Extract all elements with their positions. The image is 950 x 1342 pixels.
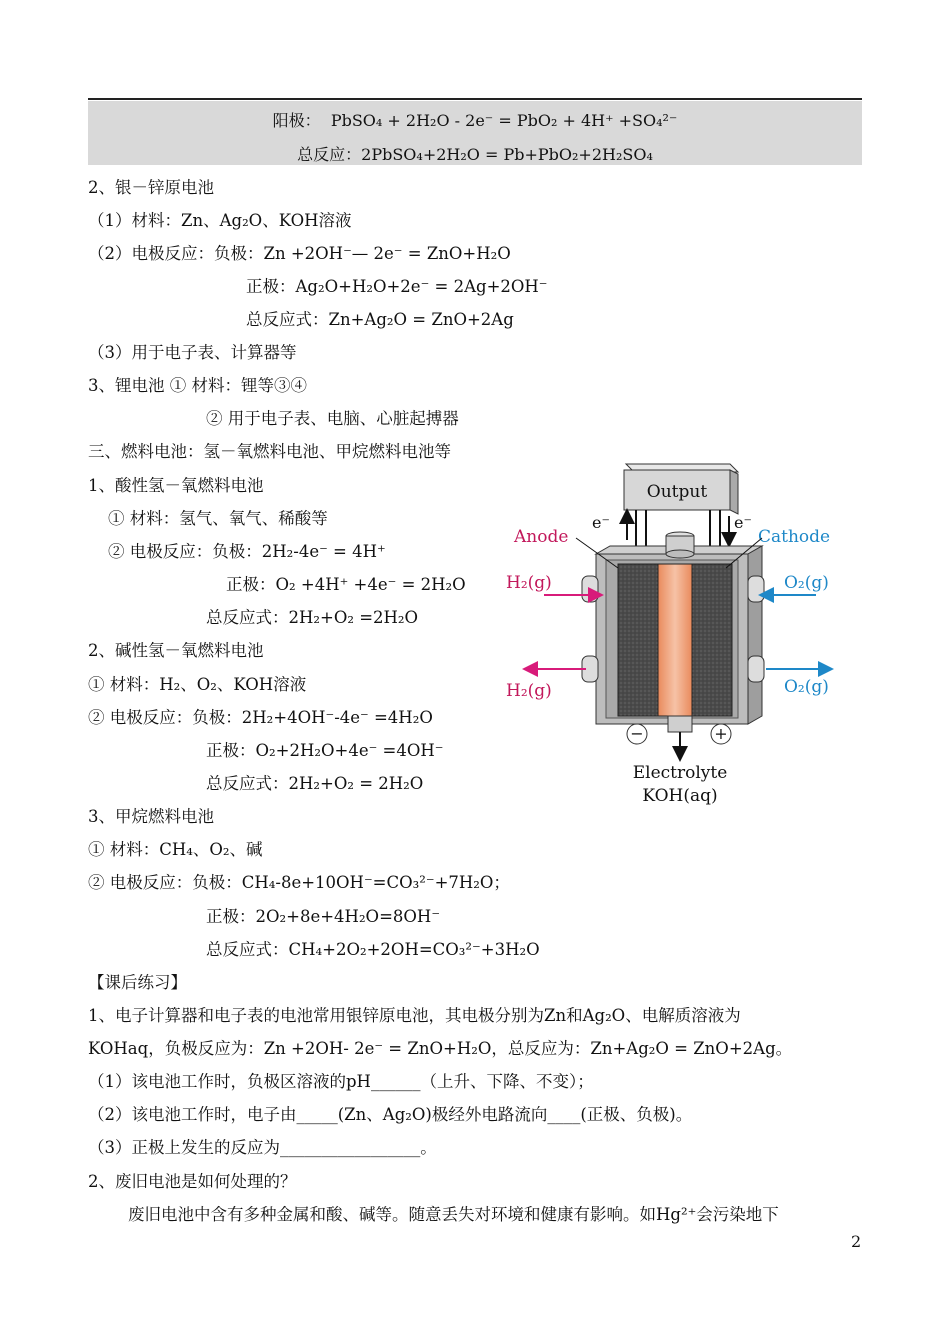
- ag-zn-anode-reaction: （2）电极反应：负极：Zn +2OH⁻— 2e⁻ = ZnO+H₂O: [88, 244, 511, 263]
- alkaline-fuel-cell-total: 总反应式：2H₂+O₂ = 2H₂O: [206, 774, 424, 793]
- table-top-rule: [88, 98, 862, 100]
- h2-in-label: H₂(g): [506, 573, 552, 593]
- ag-zn-uses: （3）用于电子表、计算器等: [88, 343, 297, 362]
- negative-sign: −: [630, 724, 644, 743]
- exercise-1-text-line1: 1、电子计算器和电子表的电池常用银锌原电池，其电极分别为Zn和Ag₂O、电解质溶液为: [88, 1006, 741, 1025]
- methane-fuel-cell-materials: ① 材料：CH₄、O₂、碱: [88, 840, 263, 859]
- acid-fuel-cell-total: 总反应式：2H₂+O₂ =2H₂O: [206, 608, 419, 627]
- lithium-battery-line1: 3、锂电池 ① 材料：锂等③④: [88, 376, 307, 395]
- ag-zn-cathode-reaction: 正极：Ag₂O+H₂O+2e⁻ = 2Ag+2OH⁻: [246, 277, 548, 296]
- exercise-1-text-line2: KOHaq，负极反应为：Zn +2OH- 2e⁻ = ZnO+H₂O，总反应为：Zn+Ag₂O = ZnO+2Ag。: [88, 1039, 793, 1058]
- o2-out-label: O₂(g): [784, 677, 829, 697]
- methane-fuel-cell-anode: ② 电极反应：负极：CH₄-8e+10OH⁻=CO₃²⁻+7H₂O；: [88, 873, 510, 892]
- output-label: Output: [646, 482, 708, 502]
- koh-label: KOH(aq): [642, 786, 718, 806]
- anode-label: Anode: [514, 527, 569, 547]
- acid-fuel-cell-cathode: 正极：O₂ +4H⁺ +4e⁻ = 2H₂O: [226, 575, 466, 594]
- page-number: 2: [851, 1232, 862, 1251]
- exercise-1-q1: （1）该电池工作时，负极区溶液的pH______（上升、下降、不变）；: [88, 1072, 594, 1091]
- methane-fuel-cell-cathode: 正极：2O₂+8e+4H₂O=8OH⁻: [206, 907, 441, 926]
- electrolyte-layer: [658, 564, 692, 716]
- alkaline-fuel-cell-cathode: 正极：O₂+2H₂O+4e⁻ =4OH⁻: [206, 741, 444, 760]
- total-reaction: 总反应：2PbSO₄+2H₂O = Pb+PbO₂+2H₂SO₄: [297, 145, 653, 164]
- exercise-2-question: 2、废旧电池是如何处理的？: [88, 1172, 297, 1191]
- cathode-plate: [692, 564, 732, 716]
- positive-sign: +: [714, 724, 728, 743]
- methane-fuel-cell-total: 总反应式：CH₄+2O₂+2OH=CO₃²⁻+3H₂O: [206, 940, 540, 959]
- ag-zn-total-reaction: 总反应式：Zn+Ag₂O = ZnO+2Ag: [246, 310, 514, 329]
- electron-label-right: e⁻: [734, 513, 752, 532]
- acid-fuel-cell-anode: ② 电极反应：负极：2H₂-4e⁻ = 4H⁺: [108, 542, 386, 561]
- fuel-cell-diagram: [500, 458, 860, 808]
- reaction-summary-band: [88, 101, 862, 165]
- anode-plate: [618, 564, 658, 716]
- alkaline-fuel-cell-title: 2、碱性氢－氧燃料电池: [88, 641, 264, 660]
- electrolyte-label: Electrolyte: [632, 763, 728, 783]
- alkaline-fuel-cell-anode: ② 电极反应：负极：2H₂+4OH⁻-4e⁻ =4H₂O: [88, 708, 433, 727]
- acid-fuel-cell-title: 1、酸性氢－氧燃料电池: [88, 476, 264, 495]
- exercise-1-q3: （3）正极上发生的反应为_________________。: [88, 1138, 437, 1157]
- ag-zn-materials: （1）材料：Zn、Ag₂O、KOH溶液: [88, 211, 352, 230]
- methane-fuel-cell-title: 3、甲烷燃料电池: [88, 807, 214, 826]
- electron-label-left: e⁻: [592, 513, 610, 532]
- cell-body: [596, 532, 762, 732]
- acid-fuel-cell-materials: ① 材料：氢气、氧气、稀酸等: [108, 509, 328, 528]
- cathode-label: Cathode: [758, 527, 831, 547]
- alkaline-fuel-cell-materials: ① 材料：H₂、O₂、KOH溶液: [88, 675, 307, 694]
- h2-out-label: H₂(g): [506, 681, 552, 701]
- output-box: [624, 464, 738, 514]
- anode-reaction: 阳极： PbSO₄ + 2H₂O - 2e⁻ = PbO₂ + 4H⁺ +SO₄²⁻: [272, 111, 678, 130]
- section-ag-zn-title: 2、银－锌原电池: [88, 178, 214, 197]
- lithium-battery-line2: ② 用于电子表、电脑、心脏起搏器: [206, 409, 459, 428]
- o2-in-label: O₂(g): [784, 573, 829, 593]
- exercise-heading: 【课后练习】: [88, 973, 187, 992]
- exercise-2-answer: 废旧电池中含有多种金属和酸、碱等。随意丢失对环境和健康有影响。如Hg²⁺会污染地下: [128, 1205, 779, 1224]
- fuel-cell-heading: 三、燃料电池：氢－氧燃料电池、甲烷燃料电池等: [88, 442, 451, 461]
- exercise-1-q2: （2）该电池工作时，电子由_____(Zn、Ag₂O)极经外电路流向____(正极、负极)。: [88, 1105, 693, 1124]
